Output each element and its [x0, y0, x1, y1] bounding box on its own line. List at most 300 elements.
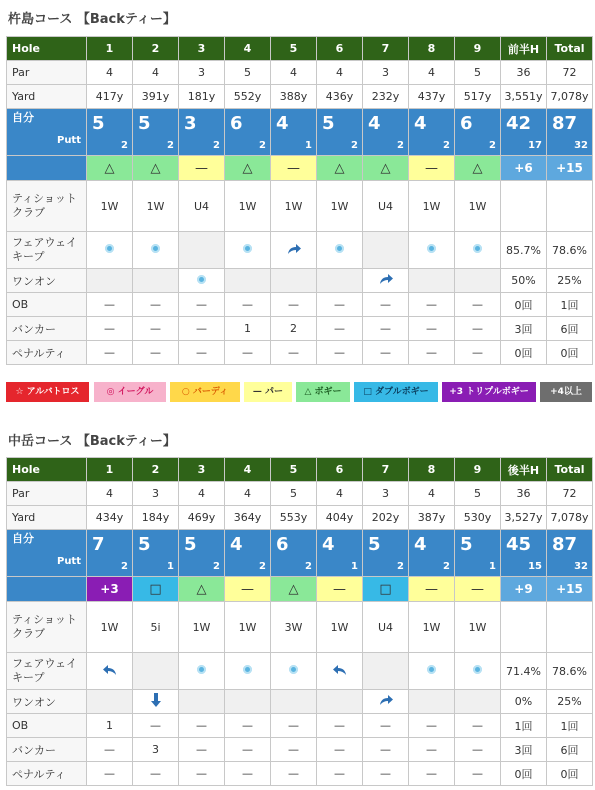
penalty-cell: —	[133, 762, 179, 786]
stroke-count: 5	[184, 534, 197, 555]
fairway-hit-icon	[472, 664, 483, 675]
fairway-cell	[271, 653, 317, 690]
result-badge: △	[317, 156, 363, 181]
oneon-cell	[271, 690, 317, 714]
yard-row	[7, 506, 593, 530]
penalty-cell: —	[225, 341, 271, 365]
legend-item: — パー	[244, 382, 292, 402]
result-badge: —	[179, 156, 225, 181]
par-cell: 4	[179, 482, 225, 506]
yard-cell: 436y	[317, 85, 363, 109]
club-row	[7, 602, 593, 653]
score-cell	[133, 530, 179, 577]
row-label: バンカー	[7, 317, 87, 341]
club-cell: 1W	[225, 602, 271, 653]
score-cell	[87, 109, 133, 156]
putt-count: 1	[489, 561, 496, 572]
ob-cell: —	[317, 293, 363, 317]
oneon-cell	[225, 269, 271, 293]
penalty-cell: —	[317, 341, 363, 365]
putt-count: 2	[351, 140, 358, 151]
yard-cell: 530y	[455, 506, 501, 530]
par-row	[7, 61, 593, 85]
score-cell	[455, 530, 501, 577]
result-badge: —	[271, 156, 317, 181]
stroke-count: 87	[552, 113, 578, 134]
club-cell: 1W	[317, 181, 363, 232]
putt-count: 2	[121, 140, 128, 151]
hole-number: 1	[87, 458, 133, 482]
hole-number: 4	[225, 37, 271, 61]
fairway-cell	[87, 232, 133, 269]
row-label: バンカー	[7, 738, 87, 762]
putt-count: 2	[443, 561, 450, 572]
course-title: 中岳コース 【Backティー】	[8, 434, 176, 449]
score-cell	[363, 530, 409, 577]
stroke-count: 4	[414, 534, 427, 555]
ob-cell: 1回	[547, 293, 593, 317]
bunker-cell: —	[317, 317, 363, 341]
hole-number: 8	[409, 458, 455, 482]
fairway-hit-icon	[242, 243, 253, 254]
result-label-spacer	[7, 577, 87, 602]
fairway-cell	[317, 232, 363, 269]
oneon-cell	[363, 690, 409, 714]
hole-number: 7	[363, 458, 409, 482]
score-cell	[179, 530, 225, 577]
stroke-count: 6	[460, 113, 473, 134]
score-legend	[6, 382, 592, 402]
bunker-cell: —	[179, 317, 225, 341]
yard-cell: 404y	[317, 506, 363, 530]
putt-count: 2	[121, 561, 128, 572]
stroke-count: 6	[230, 113, 243, 134]
stroke-count: 5	[92, 113, 105, 134]
bunker-cell: —	[409, 317, 455, 341]
penalty-row	[7, 341, 593, 365]
yard-cell: 184y	[133, 506, 179, 530]
club-cell	[547, 602, 593, 653]
fairway-hit-icon	[472, 243, 483, 254]
par-cell: 4	[271, 61, 317, 85]
stroke-count: 3	[184, 113, 197, 134]
hole-number: 2	[133, 37, 179, 61]
result-half: +9	[501, 577, 547, 602]
oneon-half: 0%	[501, 690, 547, 714]
fairway-hit-icon	[288, 664, 299, 675]
putt-count: 2	[167, 140, 174, 151]
result-badge: △	[363, 156, 409, 181]
putt-label: Putt	[56, 135, 81, 146]
result-badge: +3	[87, 577, 133, 602]
stroke-count: 7	[92, 534, 105, 555]
result-badge: □	[363, 577, 409, 602]
par-cell: 3	[363, 482, 409, 506]
par-cell: 36	[501, 482, 547, 506]
score-cell	[501, 530, 547, 577]
score-cell	[179, 109, 225, 156]
row-label: ペナルティ	[7, 762, 87, 786]
ob-row	[7, 714, 593, 738]
fairway-cell	[409, 653, 455, 690]
row-label: Yard	[7, 85, 87, 109]
fairway-cell	[225, 653, 271, 690]
bunker-cell: 3	[133, 738, 179, 762]
bunker-cell: —	[87, 317, 133, 341]
row-label: OB	[7, 714, 87, 738]
putt-count: 2	[397, 140, 404, 151]
yard-cell: 437y	[409, 85, 455, 109]
penalty-cell: —	[179, 341, 225, 365]
half-header: 後半H	[501, 458, 547, 482]
penalty-cell: —	[363, 341, 409, 365]
score-cell	[409, 109, 455, 156]
fairway-hit-icon	[196, 274, 207, 285]
bunker-cell: —	[179, 738, 225, 762]
score-cell	[363, 109, 409, 156]
fairway-cell	[133, 232, 179, 269]
fairway-total: 78.6%	[547, 232, 593, 269]
ob-cell: —	[225, 293, 271, 317]
yard-cell: 388y	[271, 85, 317, 109]
club-cell	[501, 181, 547, 232]
ob-cell: —	[87, 293, 133, 317]
hole-number: 8	[409, 37, 455, 61]
hole-number: 9	[455, 458, 501, 482]
club-cell: 1W	[409, 602, 455, 653]
row-label: Par	[7, 61, 87, 85]
yard-row	[7, 85, 593, 109]
legend-item: +4以上	[540, 382, 592, 402]
yard-cell: 434y	[87, 506, 133, 530]
bunker-cell: —	[409, 738, 455, 762]
club-cell: 1W	[225, 181, 271, 232]
penalty-cell: 0回	[547, 762, 593, 786]
fairway-cell	[363, 653, 409, 690]
stroke-count: 5	[368, 534, 381, 555]
result-half: +6	[501, 156, 547, 181]
bunker-cell: 1	[225, 317, 271, 341]
putt-count: 2	[213, 561, 220, 572]
penalty-cell: —	[455, 762, 501, 786]
club-cell: 3W	[271, 602, 317, 653]
hole-number: 6	[317, 458, 363, 482]
hole-number: 7	[363, 37, 409, 61]
legend-item: □ ダブルボギー	[354, 382, 438, 402]
club-cell: 1W	[455, 602, 501, 653]
result-badge: △	[455, 156, 501, 181]
fairway-half: 71.4%	[501, 653, 547, 690]
course-title: 杵島コース 【Backティー】	[8, 12, 176, 27]
ob-cell: —	[455, 293, 501, 317]
oneon-total: 25%	[547, 690, 593, 714]
fairway-hit-icon	[242, 664, 253, 675]
penalty-cell: —	[87, 762, 133, 786]
miss-right-arrow-icon	[377, 272, 395, 286]
penalty-cell: —	[271, 762, 317, 786]
ob-cell: —	[271, 714, 317, 738]
par-cell: 72	[547, 482, 593, 506]
bunker-cell: 6回	[547, 738, 593, 762]
par-cell: 36	[501, 61, 547, 85]
yard-cell: 3,551y	[501, 85, 547, 109]
yard-cell: 553y	[271, 506, 317, 530]
result-badge: —	[409, 156, 455, 181]
par-cell: 4	[87, 482, 133, 506]
putt-count: 2	[213, 140, 220, 151]
row-label: Par	[7, 482, 87, 506]
oneon-cell	[225, 690, 271, 714]
legend-item: ◎ イーグル	[94, 382, 166, 402]
row-label: ワンオン	[7, 269, 87, 293]
ob-cell: —	[133, 293, 179, 317]
fairway-cell	[179, 653, 225, 690]
yard-cell: 7,078y	[547, 85, 593, 109]
ob-cell: 1	[87, 714, 133, 738]
fairway-cell	[455, 653, 501, 690]
total-header: Total	[547, 458, 593, 482]
putt-count: 32	[574, 561, 588, 572]
oneon-cell	[455, 690, 501, 714]
oneon-cell	[179, 690, 225, 714]
club-cell: 1W	[455, 181, 501, 232]
result-badge: —	[317, 577, 363, 602]
putt-count: 1	[167, 561, 174, 572]
oneon-cell	[409, 269, 455, 293]
ob-cell: —	[317, 714, 363, 738]
putt-count: 2	[489, 140, 496, 151]
club-cell: 5i	[133, 602, 179, 653]
hole-number: 9	[455, 37, 501, 61]
ob-cell: 0回	[501, 293, 547, 317]
bunker-row	[7, 738, 593, 762]
penalty-cell: —	[133, 341, 179, 365]
score-cell	[547, 530, 593, 577]
ob-cell: —	[179, 714, 225, 738]
putt-count: 2	[443, 140, 450, 151]
scorecard-table	[6, 36, 593, 365]
penalty-cell: —	[317, 762, 363, 786]
result-badge: △	[133, 156, 179, 181]
penalty-cell: —	[225, 762, 271, 786]
ob-cell: —	[179, 293, 225, 317]
fairway-cell	[225, 232, 271, 269]
row-label: ワンオン	[7, 690, 87, 714]
par-row	[7, 482, 593, 506]
score-cell	[271, 530, 317, 577]
oneon-cell	[317, 690, 363, 714]
fairway-total: 78.6%	[547, 653, 593, 690]
bunker-cell: 6回	[547, 317, 593, 341]
miss-short-arrow-icon	[150, 692, 162, 708]
stroke-count: 4	[230, 534, 243, 555]
club-cell: 1W	[133, 181, 179, 232]
bunker-cell: —	[363, 317, 409, 341]
bunker-cell: —	[271, 738, 317, 762]
result-badge: —	[409, 577, 455, 602]
ob-cell: —	[409, 293, 455, 317]
oneon-row	[7, 269, 593, 293]
legend-item: ○ バーディ	[170, 382, 240, 402]
row-label: ペナルティ	[7, 341, 87, 365]
fairway-cell	[455, 232, 501, 269]
stroke-count: 4	[276, 113, 289, 134]
oneon-cell	[271, 269, 317, 293]
row-label: フェアウェイキープ	[7, 232, 87, 269]
putt-count: 1	[305, 140, 312, 151]
result-badge: —	[225, 577, 271, 602]
club-cell: 1W	[271, 181, 317, 232]
score-cell	[271, 109, 317, 156]
club-cell: 1W	[317, 602, 363, 653]
yard-cell: 517y	[455, 85, 501, 109]
fairway-hit-icon	[334, 243, 345, 254]
bunker-cell: 2	[271, 317, 317, 341]
yard-cell: 552y	[225, 85, 271, 109]
miss-left-arrow-icon	[331, 663, 349, 677]
stroke-count: 5	[460, 534, 473, 555]
oneon-cell	[179, 269, 225, 293]
yard-cell: 181y	[179, 85, 225, 109]
result-badge: △	[225, 156, 271, 181]
fairway-hit-icon	[150, 243, 161, 254]
stroke-count: 87	[552, 534, 578, 555]
putt-label: Putt	[56, 556, 81, 567]
par-cell: 4	[409, 482, 455, 506]
ob-cell: —	[363, 714, 409, 738]
fairway-row	[7, 232, 593, 269]
miss-left-arrow-icon	[101, 663, 119, 677]
par-cell: 4	[133, 61, 179, 85]
putt-count: 2	[259, 140, 266, 151]
result-badge: —	[455, 577, 501, 602]
yard-cell: 7,078y	[547, 506, 593, 530]
par-cell: 72	[547, 61, 593, 85]
bunker-cell: —	[317, 738, 363, 762]
result-badge: △	[179, 577, 225, 602]
oneon-row	[7, 690, 593, 714]
yard-cell: 387y	[409, 506, 455, 530]
stroke-count: 5	[138, 113, 151, 134]
par-cell: 3	[179, 61, 225, 85]
bunker-cell: 3回	[501, 317, 547, 341]
score-cell	[317, 530, 363, 577]
score-row	[7, 530, 593, 577]
club-cell	[547, 181, 593, 232]
bunker-cell: —	[225, 738, 271, 762]
yard-cell: 417y	[87, 85, 133, 109]
score-label: 自分	[12, 532, 34, 545]
penalty-cell: —	[87, 341, 133, 365]
ob-cell: —	[363, 293, 409, 317]
par-cell: 5	[455, 61, 501, 85]
ob-cell: —	[133, 714, 179, 738]
putt-count: 1	[351, 561, 358, 572]
par-cell: 4	[317, 482, 363, 506]
penalty-cell: —	[179, 762, 225, 786]
fairway-cell	[133, 653, 179, 690]
putt-count: 17	[528, 140, 542, 151]
bunker-cell: —	[133, 317, 179, 341]
row-label: OB	[7, 293, 87, 317]
oneon-cell	[87, 690, 133, 714]
result-label-spacer	[7, 156, 87, 181]
row-label: Yard	[7, 506, 87, 530]
miss-right-arrow-icon	[377, 693, 395, 707]
yard-cell: 364y	[225, 506, 271, 530]
putt-count: 2	[259, 561, 266, 572]
score-cell	[225, 109, 271, 156]
penalty-cell: —	[455, 341, 501, 365]
result-badge: □	[133, 577, 179, 602]
ob-row	[7, 293, 593, 317]
par-cell: 5	[271, 482, 317, 506]
result-total: +15	[547, 156, 593, 181]
ob-cell: 1回	[547, 714, 593, 738]
putt-count: 32	[574, 140, 588, 151]
score-cell	[225, 530, 271, 577]
fairway-cell	[179, 232, 225, 269]
fairway-cell	[271, 232, 317, 269]
fairway-cell	[317, 653, 363, 690]
hole-number: 1	[87, 37, 133, 61]
hole-number: 5	[271, 458, 317, 482]
club-cell: U4	[179, 181, 225, 232]
hole-header: Hole	[7, 458, 87, 482]
yard-cell: 3,527y	[501, 506, 547, 530]
fairway-cell	[409, 232, 455, 269]
par-cell: 4	[409, 61, 455, 85]
oneon-cell	[455, 269, 501, 293]
score-cell	[133, 109, 179, 156]
score-cell	[87, 530, 133, 577]
club-cell: 1W	[179, 602, 225, 653]
par-cell: 5	[455, 482, 501, 506]
fairway-hit-icon	[196, 664, 207, 675]
row-label: フェアウェイキープ	[7, 653, 87, 690]
par-cell: 4	[225, 482, 271, 506]
bunker-cell: 3回	[501, 738, 547, 762]
legend-item: △ ボギー	[296, 382, 350, 402]
oneon-cell	[133, 269, 179, 293]
yard-cell: 202y	[363, 506, 409, 530]
result-row	[7, 577, 593, 602]
bunker-cell: —	[363, 738, 409, 762]
half-header: 前半H	[501, 37, 547, 61]
oneon-cell	[363, 269, 409, 293]
club-row	[7, 181, 593, 232]
par-cell: 5	[225, 61, 271, 85]
oneon-cell	[409, 690, 455, 714]
ob-cell: —	[225, 714, 271, 738]
result-badge: △	[271, 577, 317, 602]
club-cell: 1W	[87, 181, 133, 232]
putt-count: 2	[397, 561, 404, 572]
ob-cell: —	[271, 293, 317, 317]
fairway-half: 85.7%	[501, 232, 547, 269]
hole-number: 2	[133, 458, 179, 482]
result-row	[7, 156, 593, 181]
fairway-hit-icon	[426, 243, 437, 254]
bunker-cell: —	[455, 738, 501, 762]
ob-cell: —	[455, 714, 501, 738]
result-badge: △	[87, 156, 133, 181]
score-label: 自分	[12, 111, 34, 124]
legend-item: ☆ アルバトロス	[6, 382, 89, 402]
scorecard-table	[6, 457, 593, 786]
row-label: ティショットクラブ	[7, 181, 87, 232]
hole-header: Hole	[7, 37, 87, 61]
